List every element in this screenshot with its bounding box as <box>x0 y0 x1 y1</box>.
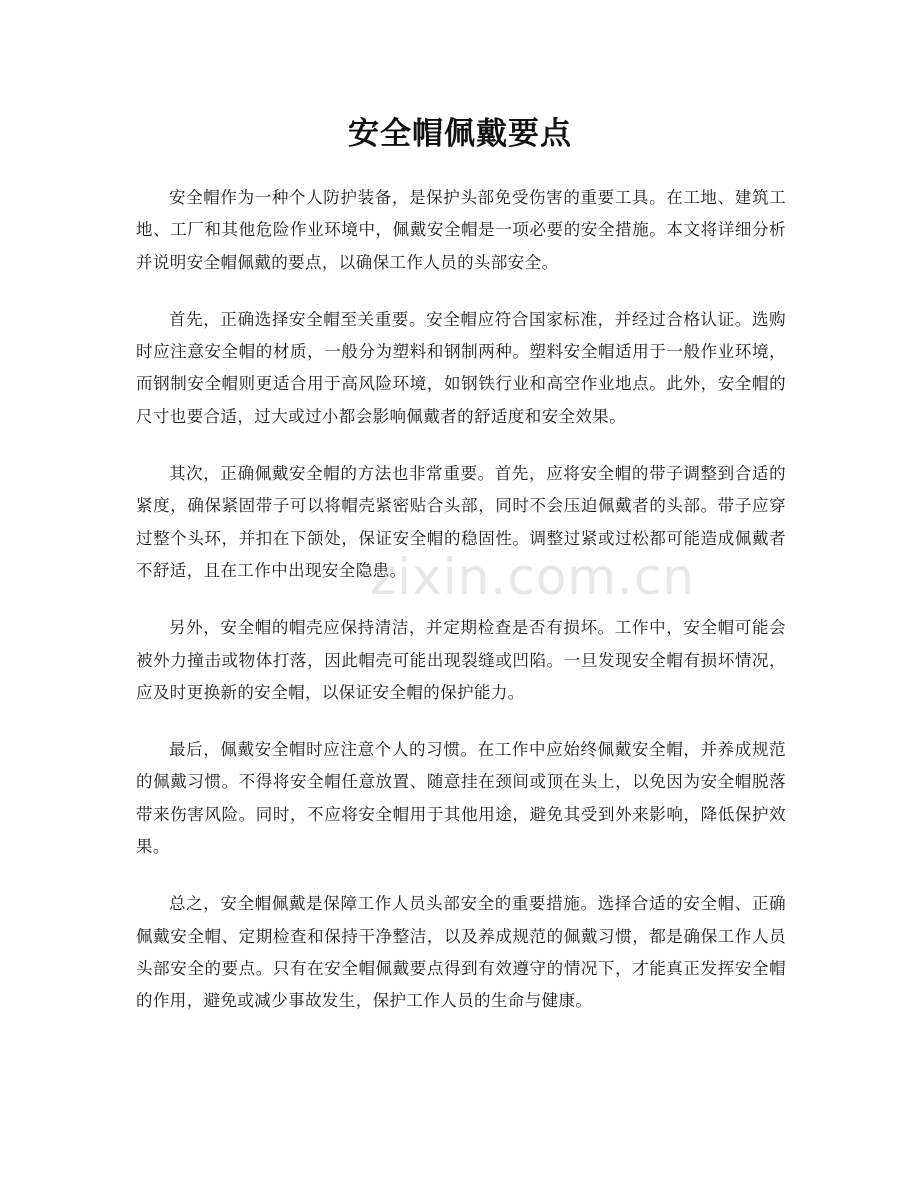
paragraph-habits: 最后，佩戴安全帽时应注意个人的习惯。在工作中应始终佩戴安全帽，并养成规范的佩戴习惯。不得将安全帽任意放置、随意挂在颈间或顶在头上，以免因为安全帽脱落带来伤害风险。同时，不应将安全帽用于其他用途，避免其受到外来影响，降低保护效果。 <box>136 740 786 857</box>
document-body <box>136 182 786 1043</box>
document-title: 安全帽佩戴要点 <box>348 116 572 152</box>
paragraph-conclusion: 总之，安全帽佩戴是保障工作人员头部安全的重要措施。选择合适的安全帽、正确佩戴安全帽、定期检查和保持干净整洁，以及养成规范的佩戴习惯，都是确保工作人员头部安全的要点。只有在安全帽佩戴要点得到有效遵守的情况下，才能真正发挥安全帽的作用，避免或减少事故发生，保护工作人员的生命与健康。 <box>136 894 786 1011</box>
paragraph-wearing-method: 其次，正确佩戴安全帽的方法也非常重要。首先，应将安全帽的带子调整到合适的紧度，确保紧固带子可以将帽壳紧密贴合头部，同时不会压迫佩戴者的头部。带子应穿过整个头环，并扣在下颌处，保证安全帽的稳固性。调整过紧或过松都可能造成佩戴者不舒适，且在工作中出现安全隐患。 <box>136 464 786 580</box>
watermark: zixin.com.cn <box>370 548 696 606</box>
paragraph-maintenance: 另外，安全帽的帽壳应保持清洁，并定期检查是否有损坏。工作中，安全帽可能会被外力撞击或物体打落，因此帽壳可能出现裂缝或凹陷。一旦发现安全帽有损坏情况，应及时更换新的安全帽，以保证安全帽的保护能力。 <box>136 618 786 702</box>
paragraph-intro: 安全帽作为一种个人防护装备，是保护头部免受伤害的重要工具。在工地、建筑工地、工厂和其他危险作业环境中，佩戴安全帽是一项必要的安全措施。本文将详细分析并说明安全帽佩戴的要点，以确保工作人员的头部安全。 <box>136 188 786 272</box>
paragraph-selection: 首先，正确选择安全帽至关重要。安全帽应符合国家标准，并经过合格认证。选购时应注意安全帽的材质，一般分为塑料和钢制两种。塑料安全帽适用于一般作业环境，而钢制安全帽则更适合用于高风险环境，如钢铁行业和高空作业地点。此外，安全帽的尺寸也要合适，过大或过小都会影响佩戴者的舒适度和安全效果。 <box>136 309 786 426</box>
